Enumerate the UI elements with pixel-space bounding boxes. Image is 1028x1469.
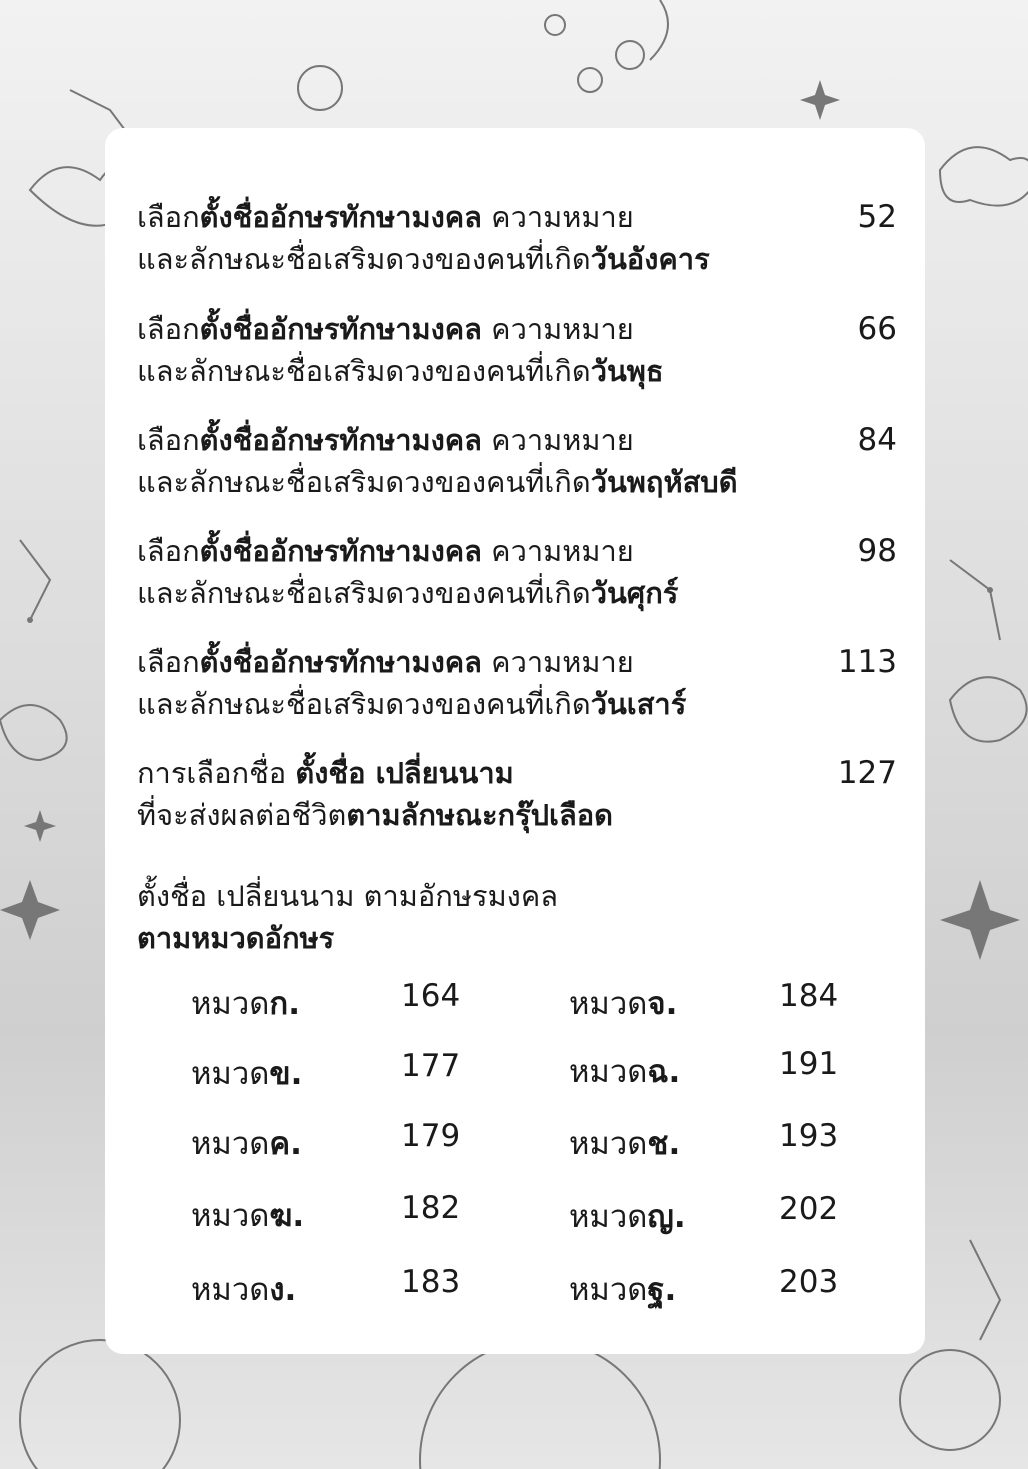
category-item[interactable]: หมวดฐ. 203 [569, 1264, 839, 1308]
toc-entry-saturday[interactable] [137, 641, 897, 725]
toc-entry-friday[interactable] [137, 530, 897, 614]
entry-line-2: ที่จะส่งผลต่อชีวิตตามลักษณะกรุ๊ปเลือด [137, 798, 613, 832]
toc-entry-blood-type[interactable] [137, 752, 897, 836]
entry-line-2: และลักษณะชื่อเสริมดวงของคนที่เกิดวันพุธ [137, 354, 664, 388]
entry-line-2: และลักษณะชื่อเสริมดวงของคนที่เกิดวันเสาร์ [137, 687, 687, 721]
category-item[interactable]: หมวดค. 179 [191, 1118, 461, 1162]
category-item[interactable]: หมวดฆ. 182 [191, 1190, 461, 1234]
section-line-2: ตามหมวดอักษร [137, 921, 335, 955]
toc-card [105, 128, 925, 1354]
page-number: 98 [857, 533, 897, 569]
category-item[interactable]: หมวดญ. 202 [569, 1191, 839, 1235]
section-line-1: ตั้งชื่อ เปลี่ยนนาม ตามอักษรมงคล [137, 879, 559, 913]
category-item[interactable]: หมวดฉ. 191 [569, 1046, 839, 1090]
page-number: 52 [857, 199, 897, 235]
toc-entry-thursday[interactable] [137, 419, 897, 503]
entry-line-2: และลักษณะชื่อเสริมดวงของคนที่เกิดวันพฤหัสบดี [137, 465, 738, 499]
category-item[interactable]: หมวดข. 177 [191, 1048, 461, 1092]
category-item[interactable]: หมวดง. 183 [191, 1264, 461, 1308]
category-item[interactable]: หมวดก. 164 [191, 978, 461, 1022]
entry-line-1: เลือกตั้งชื่ออักษรทักษามงคล ความหมาย [137, 423, 634, 457]
category-item[interactable]: หมวดช. 193 [569, 1118, 839, 1162]
category-item[interactable]: หมวดจ. 184 [569, 978, 839, 1022]
entry-line-2: และลักษณะชื่อเสริมดวงของคนที่เกิดวันศุกร์ [137, 576, 679, 610]
toc-entry-wednesday[interactable] [137, 308, 897, 392]
page-number: 66 [857, 311, 897, 347]
entry-line-1: เลือกตั้งชื่ออักษรทักษามงคล ความหมาย [137, 200, 634, 234]
star-icon [0, 880, 60, 940]
entry-line-1: เลือกตั้งชื่ออักษรทักษามงคล ความหมาย [137, 534, 634, 568]
sun-icon [298, 66, 342, 110]
entry-line-1: เลือกตั้งชื่ออักษรทักษามงคล ความหมาย [137, 312, 634, 346]
section-heading [137, 875, 897, 959]
entry-line-2: และลักษณะชื่อเสริมดวงของคนที่เกิดวันอังคาร [137, 242, 710, 276]
toc-entry-tuesday[interactable] [137, 196, 897, 280]
page-number: 84 [857, 422, 897, 458]
entry-line-1: เลือกตั้งชื่ออักษรทักษามงคล ความหมาย [137, 645, 634, 679]
page-number: 127 [837, 755, 897, 791]
page-number: 113 [837, 644, 897, 680]
entry-line-1: การเลือกชื่อ ตั้งชื่อ เปลี่ยนนาม [137, 756, 514, 790]
